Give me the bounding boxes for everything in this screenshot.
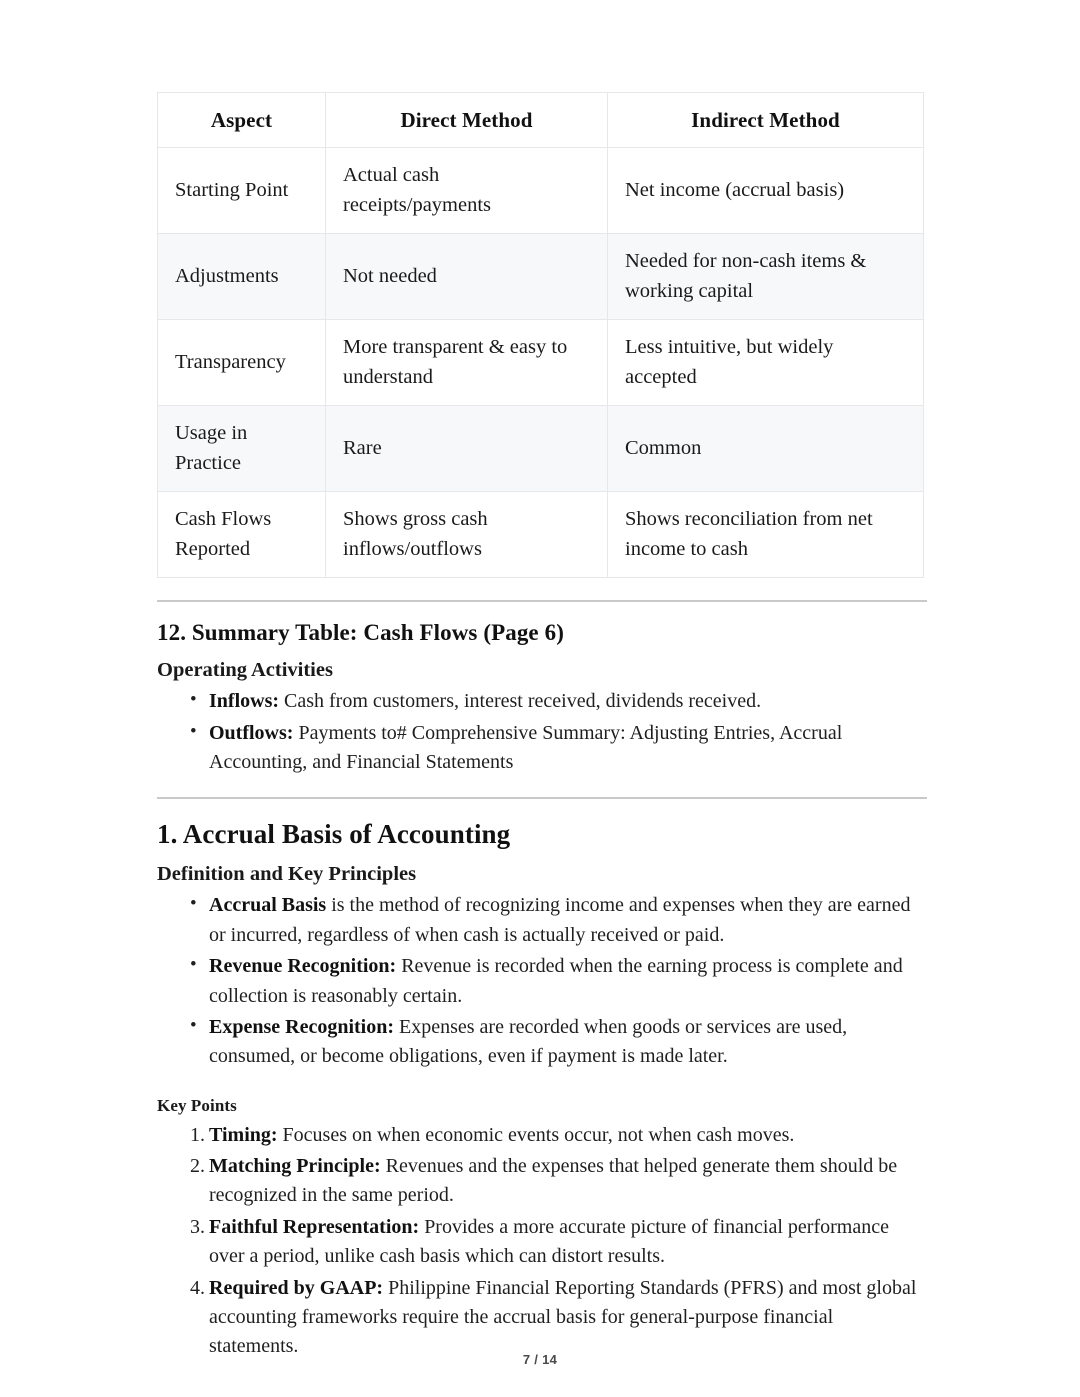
section-divider-2 [157, 797, 923, 799]
table-row [158, 148, 924, 234]
table-header-row [158, 93, 924, 148]
list-item [209, 1274, 923, 1362]
definition-principles-list [157, 891, 923, 1071]
cell-direct: Not needed [326, 234, 608, 320]
column-header-indirect-method: Indirect Method [608, 93, 924, 148]
list-item [209, 1213, 923, 1272]
direct-vs-indirect-method-table [157, 92, 924, 578]
subheading-key-points: Key Points [157, 1095, 237, 1115]
list-item-text: Philippine Financial Reporting Standards (PFRS) and most global accounting frameworks require the accrual basis for general-purpose financial statements. [209, 1276, 917, 1358]
page-number-footer: 7 / 14 [522, 1352, 558, 1367]
list-item [209, 719, 923, 778]
cell-direct: Shows gross cash inflows/outflows [326, 492, 608, 578]
table-row [158, 492, 924, 578]
list-item [209, 952, 923, 1011]
list-item-label: Accrual Basis [209, 894, 327, 917]
page-content [157, 92, 923, 1364]
list-item-label: Inflows: [209, 690, 280, 713]
list-item-label: Matching Principle: [209, 1155, 381, 1178]
cell-indirect: Common [608, 406, 924, 492]
list-item [209, 891, 923, 950]
section-heading-accrual-basis: 1. Accrual Basis of Accounting [157, 819, 511, 850]
cell-indirect: Less intuitive, but widely accepted [608, 320, 924, 406]
list-item [209, 687, 923, 716]
cell-aspect: Transparency [158, 320, 326, 406]
table-body [158, 148, 924, 578]
cell-indirect: Net income (accrual basis) [608, 148, 924, 234]
section-heading-summary-table: 12. Summary Table: Cash Flows (Page 6) [157, 620, 564, 646]
section-divider-1 [157, 600, 923, 602]
cell-aspect: Starting Point [158, 148, 326, 234]
cell-direct: More transparent & easy to understand [326, 320, 608, 406]
column-header-direct-method: Direct Method [326, 93, 608, 148]
list-item-text: Provides a more accurate picture of financial performance over a period, unlike cash basis which can distort results. [209, 1215, 889, 1268]
operating-activities-list [157, 687, 923, 777]
list-item-label: Required by GAAP: [209, 1276, 384, 1299]
cell-aspect: Cash Flows Reported [158, 492, 326, 578]
table-row [158, 234, 924, 320]
list-item-text: Cash from customers, interest received, dividends received. [279, 690, 762, 713]
table-row [158, 320, 924, 406]
list-item-text: Expenses are recorded when goods or services are used, consumed, or become obligations, even if payment is made later. [209, 1015, 848, 1068]
list-item-label: Outflows: [209, 721, 294, 744]
key-points-list [157, 1121, 923, 1362]
list-item [209, 1013, 923, 1072]
cell-direct: Rare [326, 406, 608, 492]
list-item-text: Focuses on when economic events occur, not when cash moves. [277, 1123, 795, 1146]
horizontal-rule [157, 797, 927, 799]
column-header-aspect: Aspect [158, 93, 326, 148]
cell-aspect: Adjustments [158, 234, 326, 320]
list-item [209, 1121, 923, 1150]
subheading-definition-key-principles: Definition and Key Principles [157, 863, 417, 886]
list-item-label: Revenue Recognition: [209, 955, 397, 978]
list-item-label: Timing: [209, 1123, 278, 1146]
list-item-text: Revenues and the expenses that helped generate them should be recognized in the same period. [209, 1155, 898, 1207]
list-item-label: Expense Recognition: [209, 1015, 394, 1038]
list-item-text: is the method of recognizing income and expenses when they are earned or incurred, regardless of when cash is actually received or paid. [209, 894, 911, 946]
list-item-text: Revenue is recorded when the earning process is complete and collection is reasonably certain. [209, 955, 903, 1007]
table-header [158, 93, 924, 148]
list-item-label: Faithful Representation: [209, 1215, 420, 1238]
cell-direct: Actual cash receipts/payments [326, 148, 608, 234]
cell-aspect: Usage in Practice [158, 406, 326, 492]
cell-indirect: Shows reconciliation from net income to cash [608, 492, 924, 578]
cell-indirect: Needed for non-cash items & working capital [608, 234, 924, 320]
list-item-text: Payments to# Comprehensive Summary: Adjusting Entries, Accrual Accounting, and Financial Statements [209, 721, 843, 773]
horizontal-rule [157, 600, 927, 602]
list-item [209, 1152, 923, 1211]
subheading-operating-activities: Operating Activities [157, 659, 333, 682]
table-row [158, 406, 924, 492]
